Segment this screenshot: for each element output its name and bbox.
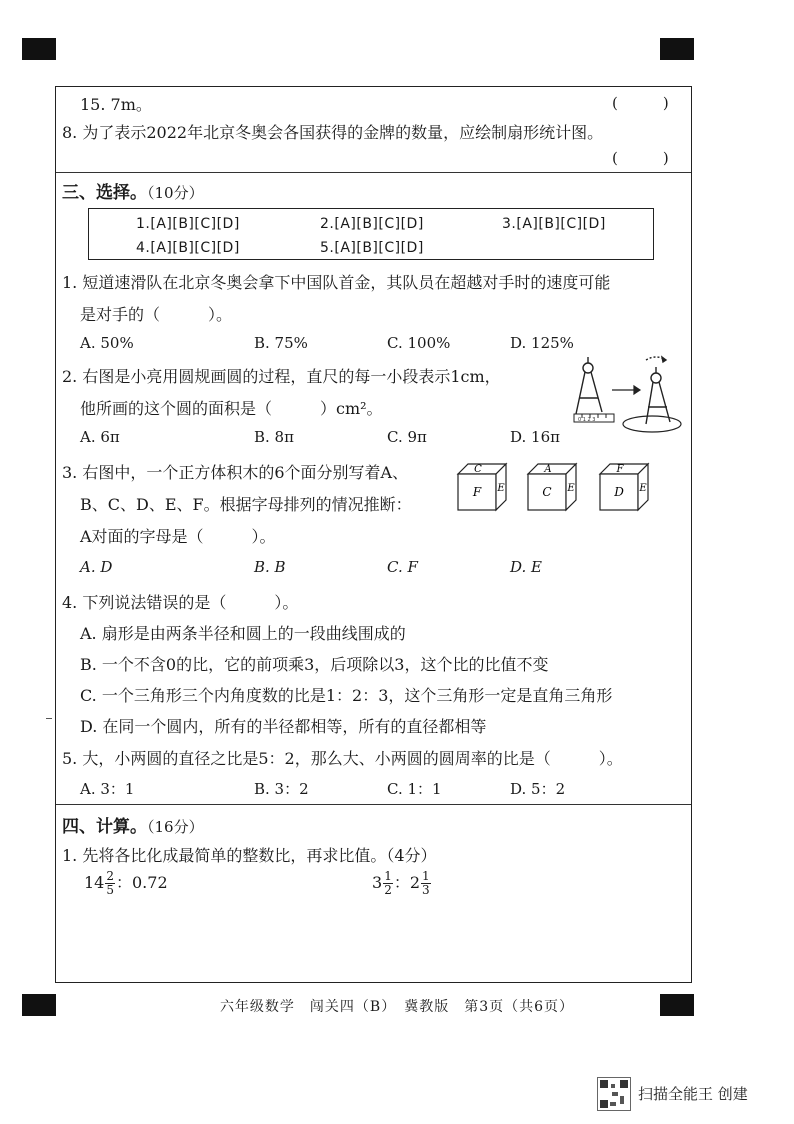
s4-expr-1-den: 5 bbox=[106, 883, 114, 897]
s4-q1-stem: 1. 先将各比化成最简单的整数比，再求比值。（4分） bbox=[62, 846, 437, 865]
answer-sheet-item-3[interactable]: 3.[A][B][C][D] bbox=[502, 216, 606, 232]
s4-expr-1 bbox=[84, 870, 168, 897]
compass-icon-left bbox=[576, 357, 602, 414]
section3-points: （10分） bbox=[147, 184, 204, 202]
margin-tick bbox=[46, 718, 52, 719]
s4-expr-2-den2: 3 bbox=[422, 883, 430, 897]
s4-expr-2-whole2: 2 bbox=[409, 873, 421, 892]
answer-sheet-item-4[interactable]: 4.[A][B][C][D] bbox=[136, 240, 240, 256]
ruler-label: 0 1 2 3 bbox=[578, 417, 596, 423]
arrow-icon bbox=[612, 386, 640, 394]
cube-3-side-letter: E bbox=[639, 483, 647, 494]
s4-expr-2-whole1: 3 bbox=[372, 873, 383, 892]
s3-q1-option-b[interactable]: B. 75% bbox=[254, 334, 308, 352]
section4-points: （16分） bbox=[147, 818, 204, 836]
answer-sheet-item-2[interactable]: 2.[A][B][C][D] bbox=[320, 216, 424, 232]
s3-q5-option-c[interactable]: C. 1：1 bbox=[387, 780, 442, 798]
section4-title: 四、计算。 bbox=[62, 817, 147, 837]
s3-q3-option-c[interactable]: C. F bbox=[387, 558, 418, 576]
s3-q5-option-b[interactable]: B. 3：2 bbox=[254, 780, 309, 798]
s3-q2-line2: 他所画的这个圆的面积是（ ）cm²。 bbox=[80, 399, 383, 418]
q7-answer-blank[interactable]: ( ) bbox=[612, 94, 669, 112]
s3-q3-option-a[interactable]: A. D bbox=[80, 558, 113, 576]
s3-q5-stem: 5. 大，小两圆的直径之比是5：2，那么大、小两圆的圆周率的比是（ ）。 bbox=[62, 749, 623, 768]
s4-expr-1-fraction bbox=[105, 870, 115, 897]
s4-expr-1-num: 2 bbox=[106, 869, 114, 883]
qr-code-icon bbox=[597, 1077, 631, 1111]
s3-q1-line2: 是对手的（ ）。 bbox=[80, 305, 233, 324]
s4-expr-2-fraction1 bbox=[383, 870, 393, 897]
answer-sheet-item-5[interactable]: 5.[A][B][C][D] bbox=[320, 240, 424, 256]
cube-2-top-letter: A bbox=[544, 464, 552, 475]
q7-tail-text: 15. 7m。 bbox=[80, 95, 152, 114]
s4-expr-2-num2: 1 bbox=[422, 869, 430, 883]
s3-q1-option-c[interactable]: C. 100% bbox=[387, 334, 451, 352]
compass-icon-right bbox=[646, 357, 670, 424]
s3-q1-option-a[interactable]: A. 50% bbox=[80, 334, 134, 352]
s3-q2-option-c[interactable]: C. 9π bbox=[387, 428, 427, 446]
section-divider-2 bbox=[56, 804, 691, 805]
cube-1-front-letter: F bbox=[472, 485, 482, 499]
s3-q3-line3: A对面的字母是（ ）。 bbox=[80, 527, 276, 546]
cube-2-front-letter: C bbox=[542, 485, 552, 499]
q8-text: 8. 为了表示2022年北京冬奥会各国获得的金牌的数量，应绘制扇形统计图。 bbox=[62, 123, 604, 142]
page-footer: 六年级数学 闯关四（B） 冀教版 第3页（共6页） bbox=[219, 999, 575, 1015]
cube-1-top-letter: C bbox=[474, 464, 482, 475]
cube-3-front-letter: D bbox=[614, 485, 624, 499]
s3-q3-line1: 3. 右图中，一个正方体积木的6个面分别写着A、 bbox=[62, 463, 409, 482]
registration-mark-top-right bbox=[660, 38, 694, 60]
scanner-watermark: 扫描全能王 创建 bbox=[638, 1085, 748, 1103]
s3-q4-option-c[interactable]: C. 一个三角形三个内角度数的比是1：2：3，这个三角形一定是直角三角形 bbox=[80, 686, 613, 705]
s4-expr-2-sep: ： bbox=[393, 873, 410, 892]
s4-expr-2 bbox=[372, 870, 432, 897]
section4-heading bbox=[62, 812, 204, 837]
cube-3-top-letter: F bbox=[616, 464, 624, 475]
s3-q3-option-d[interactable]: D. E bbox=[510, 558, 542, 576]
s3-q3-option-b[interactable]: B. B bbox=[254, 558, 286, 576]
s3-q4-option-a[interactable]: A. 扇形是由两条半径和圆上的一段曲线围成的 bbox=[80, 624, 406, 643]
registration-mark-top-left bbox=[22, 38, 56, 60]
s4-expr-1-rest: ：0.72 bbox=[116, 873, 168, 892]
s3-q3-line2: B、C、D、E、F。根据字母排列的情况推断： bbox=[80, 495, 412, 514]
s3-q4-option-b[interactable]: B. 一个不含0的比，它的前项乘3，后项除以3，这个比的比值不变 bbox=[80, 655, 549, 674]
s3-q1-option-d[interactable]: D. 125% bbox=[510, 334, 574, 352]
cube-3 bbox=[598, 462, 654, 512]
s3-q2-option-b[interactable]: B. 8π bbox=[254, 428, 294, 446]
cube-1 bbox=[456, 462, 512, 512]
answer-sheet-item-1[interactable]: 1.[A][B][C][D] bbox=[136, 216, 240, 232]
s3-q2-option-d[interactable]: D. 16π bbox=[510, 428, 560, 446]
s4-expr-1-whole: 14 bbox=[84, 873, 105, 892]
section3-title: 三、选择。 bbox=[62, 183, 147, 203]
s3-q2-line1: 2. 右图是小亮用圆规画圆的过程，直尺的每一小段表示1cm， bbox=[62, 367, 501, 386]
s4-expr-2-num1: 1 bbox=[384, 869, 392, 883]
s3-q1-line1: 1. 短道速滑队在北京冬奥会拿下中国队首金，其队员在超越对手时的速度可能 bbox=[62, 273, 611, 292]
s3-q5-option-a[interactable]: A. 3：1 bbox=[80, 780, 135, 798]
compass-illustration bbox=[568, 352, 688, 438]
s3-q5-option-d[interactable]: D. 5：2 bbox=[510, 780, 566, 798]
s4-expr-2-fraction2 bbox=[421, 870, 431, 897]
s3-q4-option-d[interactable]: D. 在同一个圆内，所有的半径都相等，所有的直径都相等 bbox=[80, 717, 487, 736]
s3-q2-option-a[interactable]: A. 6π bbox=[80, 428, 120, 446]
cube-2 bbox=[526, 462, 582, 512]
drawn-circle-icon bbox=[623, 416, 681, 432]
section3-heading bbox=[62, 178, 204, 203]
cube-1-side-letter: E bbox=[497, 483, 505, 494]
s3-q4-stem: 4. 下列说法错误的是（ ）。 bbox=[62, 593, 299, 612]
q8-answer-blank[interactable]: ( ) bbox=[612, 149, 669, 167]
cube-2-side-letter: E bbox=[567, 483, 575, 494]
s4-expr-2-den1: 2 bbox=[384, 883, 392, 897]
section-divider bbox=[56, 172, 691, 173]
